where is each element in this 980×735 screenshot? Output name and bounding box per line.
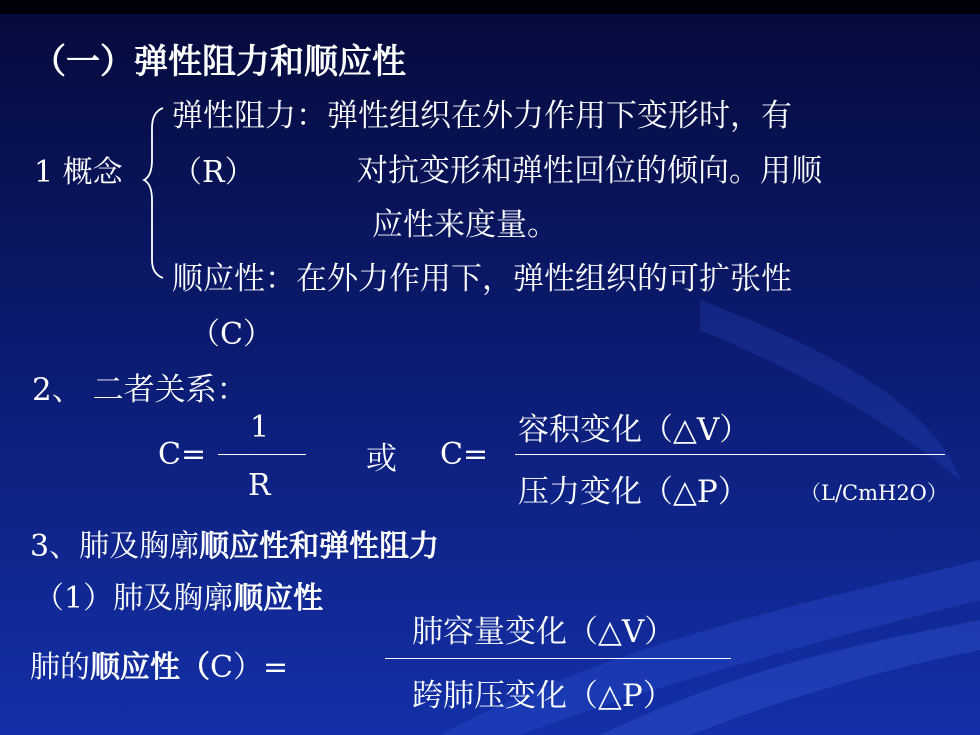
fraction1-numerator: 1 xyxy=(250,410,270,445)
section3-heading-b: 顺应性和弹性阻力 xyxy=(199,529,440,564)
fraction2-numerator: 容积变化（△V） xyxy=(518,412,751,448)
lung-fraction-denominator: 跨肺压变化（△P） xyxy=(412,678,674,714)
c-equals-2: C= xyxy=(440,437,489,472)
lung-label-b: 顺应性（ xyxy=(90,650,210,685)
lung-fraction-numerator: 肺容量变化（△V） xyxy=(412,614,676,650)
section3-heading-a: 3、肺及胸廓 xyxy=(30,529,200,564)
section3-sub-a: （1）肺及胸廓 xyxy=(34,581,234,616)
lung-label-a: 肺的 xyxy=(30,650,90,685)
section3-subheading xyxy=(34,573,323,617)
relation-heading: 2、 二者关系： xyxy=(32,372,248,408)
concept-line-3: 应性来度量。 xyxy=(372,207,558,243)
fraction1-bar xyxy=(218,454,306,455)
unit-label: （L/CmH2O） xyxy=(800,481,948,505)
fraction2-bar xyxy=(515,454,945,455)
concept-line-1: 弹性阻力：弹性组织在外力作用下变形时，有 xyxy=(172,98,792,134)
concept-line-2a: （R） xyxy=(172,155,255,190)
brace-icon xyxy=(144,108,163,278)
c-equals-1: C= xyxy=(158,437,207,472)
or-label: 或 xyxy=(366,441,397,477)
lung-compliance-label xyxy=(30,642,288,686)
section3-sub-b: 顺应性 xyxy=(233,581,324,616)
concept-number: 1 概念 xyxy=(34,155,123,190)
section3-heading xyxy=(30,521,439,565)
fraction1-denominator: R xyxy=(248,468,271,503)
concept-line-2b: 对抗变形和弹性回位的倾向。用顺 xyxy=(357,153,822,189)
concept-line-5: （C） xyxy=(190,317,273,352)
lung-label-c: C）= xyxy=(210,650,289,685)
page-title: （一）弹性阻力和顺应性 xyxy=(32,42,406,82)
concept-line-4: 顺应性：在外力作用下，弹性组织的可扩张性 xyxy=(172,261,792,297)
fraction2-denominator: 压力变化（△P） xyxy=(518,474,749,510)
lung-fraction-bar xyxy=(385,658,731,659)
